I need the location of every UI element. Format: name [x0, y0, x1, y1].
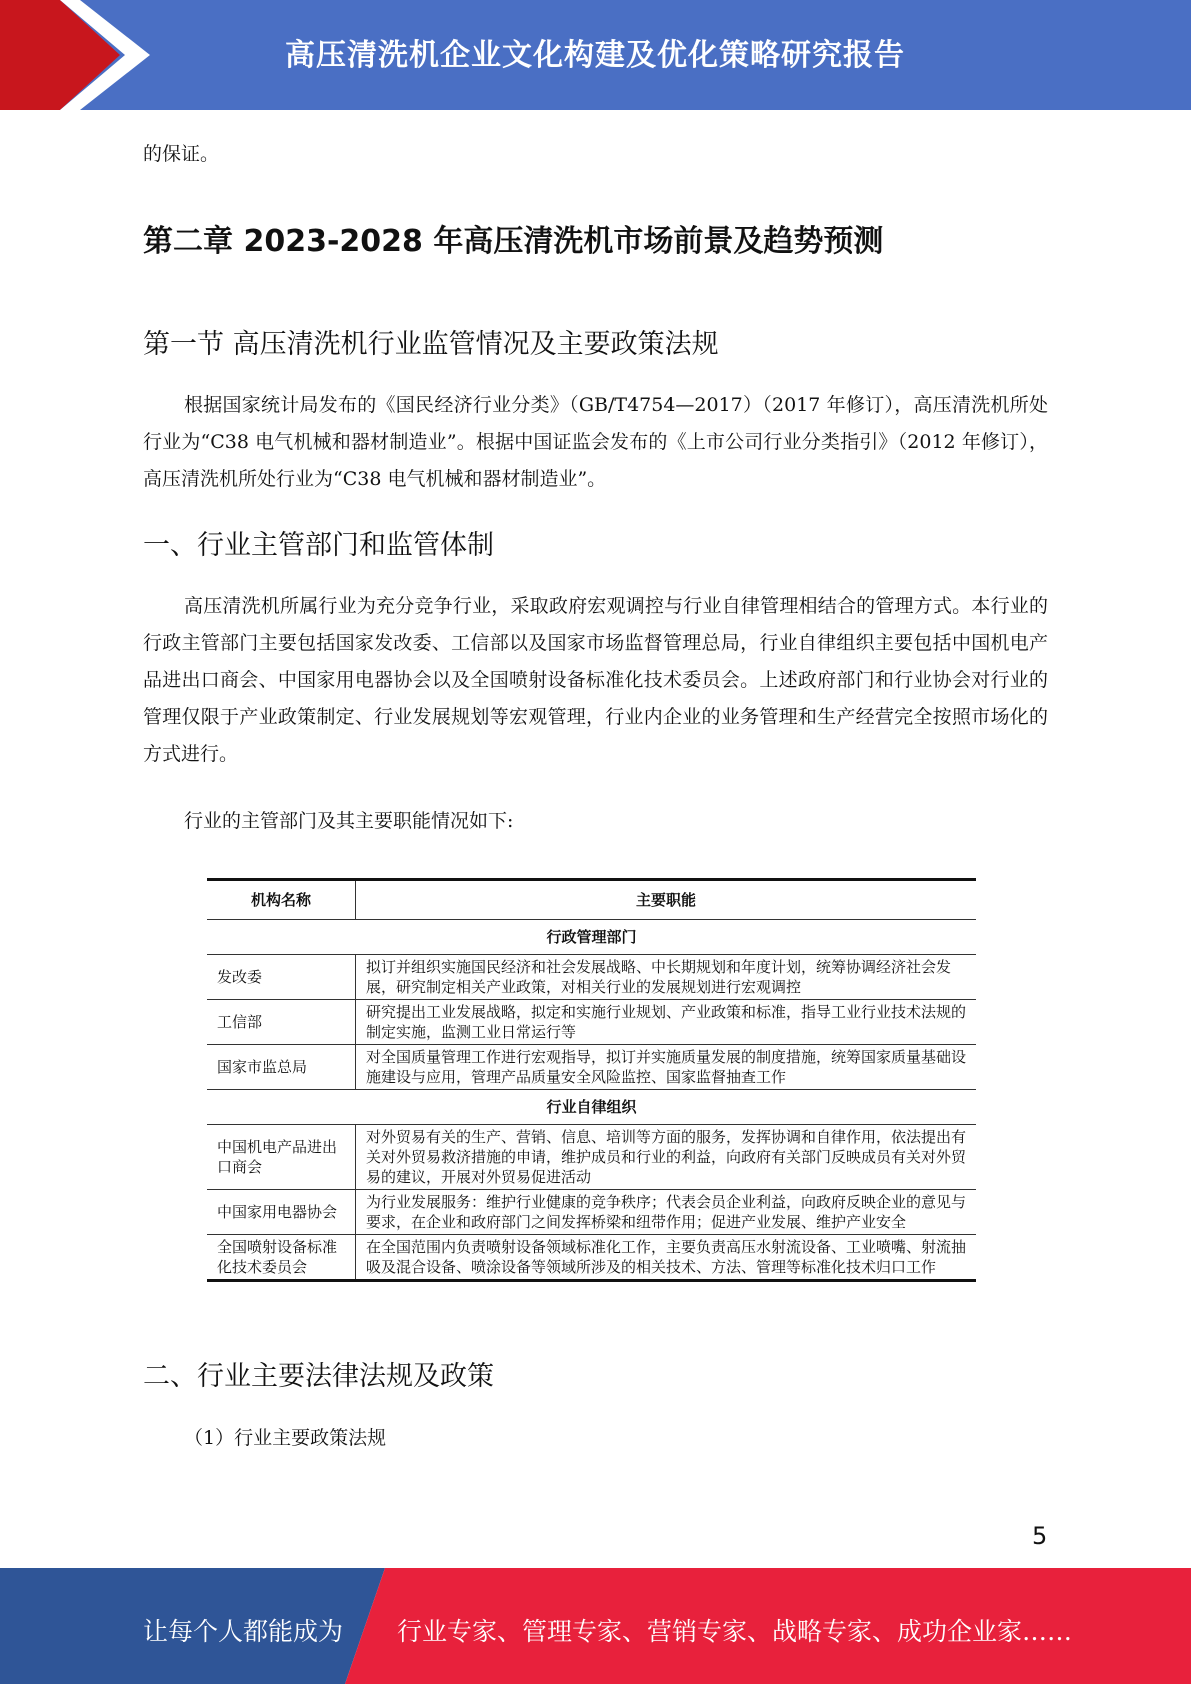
paragraph-classification: 根据国家统计局发布的《国民经济行业分类》（GB/T4754—2017）（2017 年修订），高压清洗机所处行业为“C38 电气机械和器材制造业”。根据中国证监会发布的《上市公司行业分类指引》（2012 年修订），高压清洗机所处行业为“C38 电气机械和器材制造业”。	[143, 394, 1048, 490]
table-cell-name: 中国家用电器协会	[207, 1190, 356, 1235]
intro-fragment: 的保证。	[143, 143, 220, 165]
table-group-row	[207, 920, 976, 955]
page-number: 5	[1032, 1522, 1048, 1550]
footer-slogan-left: 让每个人都能成为	[143, 1617, 344, 1646]
paragraph-table-intro: 行业的主管部门及其主要职能情况如下:	[184, 810, 514, 832]
table-row	[207, 955, 976, 1000]
subheading-policies: （1）行业主要政策法规	[184, 1427, 387, 1449]
header-title: 高压清洗机企业文化构建及优化策略研究报告	[285, 38, 905, 73]
table-cell-duty: 在全国范围内负责喷射设备领域标准化工作，主要负责高压水射流设备、工业喷嘴、射流抽吸及混合设备、喷涂设备等领域所涉及的相关技术、方法、管理等标准化技术归口工作	[356, 1235, 977, 1281]
authorities-table	[207, 878, 976, 1282]
table-cell-duty: 对外贸易有关的生产、营销、信息、培训等方面的服务，发挥协调和自律作用，依法提出有关对外贸易救济措施的申请，维护成员和行业的利益，向政府有关部门反映成员有关对外贸易的建议，开展对外贸易促进活动	[356, 1125, 977, 1190]
table-cell-name: 发改委	[207, 955, 356, 1000]
heading-laws-policies: 二、行业主要法律法规及政策	[143, 1361, 494, 1392]
table-cell-duty: 对全国质量管理工作进行宏观指导，拟订并实施质量发展的制度措施，统筹国家质量基础设施建设与应用，管理产品质量安全风险监控、国家监督抽查工作	[356, 1045, 977, 1090]
section-title: 第一节 高压清洗机行业监管情况及主要政策法规	[143, 329, 719, 360]
table-group-label: 行业自律组织	[207, 1090, 976, 1125]
table-cell-name: 全国喷射设备标准化技术委员会	[207, 1235, 356, 1281]
table-header-row	[207, 880, 976, 920]
table-row	[207, 1000, 976, 1045]
table-row	[207, 1235, 976, 1281]
table-row	[207, 1125, 976, 1190]
table-group-row	[207, 1090, 976, 1125]
table-row	[207, 1190, 976, 1235]
footer-slogan-right: 行业专家、管理专家、营销专家、战略专家、成功企业家……	[397, 1617, 1073, 1646]
heading-regulatory-system: 一、行业主管部门和监管体制	[143, 530, 494, 561]
table-group-label: 行政管理部门	[207, 920, 976, 955]
page-footer	[0, 1568, 1191, 1684]
chapter-title: 第二章 2023-2028 年高压清洗机市场前景及趋势预测	[143, 224, 884, 259]
table-cell-name: 工信部	[207, 1000, 356, 1045]
table-cell-duty: 拟订并组织实施国民经济和社会发展战略、中长期规划和年度计划，统筹协调经济社会发展，研究制定相关产业政策，对相关行业的发展规划进行宏观调控	[356, 955, 977, 1000]
table-header-name: 机构名称	[207, 880, 356, 920]
table-cell-duty: 为行业发展服务：维护行业健康的竞争秩序；代表会员企业利益，向政府反映企业的意见与要求，在企业和政府部门之间发挥桥梁和纽带作用；促进产业发展、维护产业安全	[356, 1190, 977, 1235]
page-header	[0, 0, 1191, 110]
table-header-duty: 主要职能	[356, 880, 977, 920]
table-cell-name: 中国机电产品进出口商会	[207, 1125, 356, 1190]
table-cell-duty: 研究提出工业发展战略，拟定和实施行业规划、产业政策和标准，指导工业行业技术法规的制定实施，监测工业日常运行等	[356, 1000, 977, 1045]
table-cell-name: 国家市监总局	[207, 1045, 356, 1090]
table-row	[207, 1045, 976, 1090]
paragraph-regulation: 高压清洗机所属行业为充分竞争行业，采取政府宏观调控与行业自律管理相结合的管理方式。本行业的行政主管部门主要包括国家发改委、工信部以及国家市场监督管理总局，行业自律组织主要包括中国机电产品进出口商会、中国家用电器协会以及全国喷射设备标准化技术委员会。上述政府部门和行业协会对行业的管理仅限于产业政策制定、行业发展规划等宏观管理，行业内企业的业务管理和生产经营完全按照市场化的方式进行。	[143, 595, 1048, 765]
